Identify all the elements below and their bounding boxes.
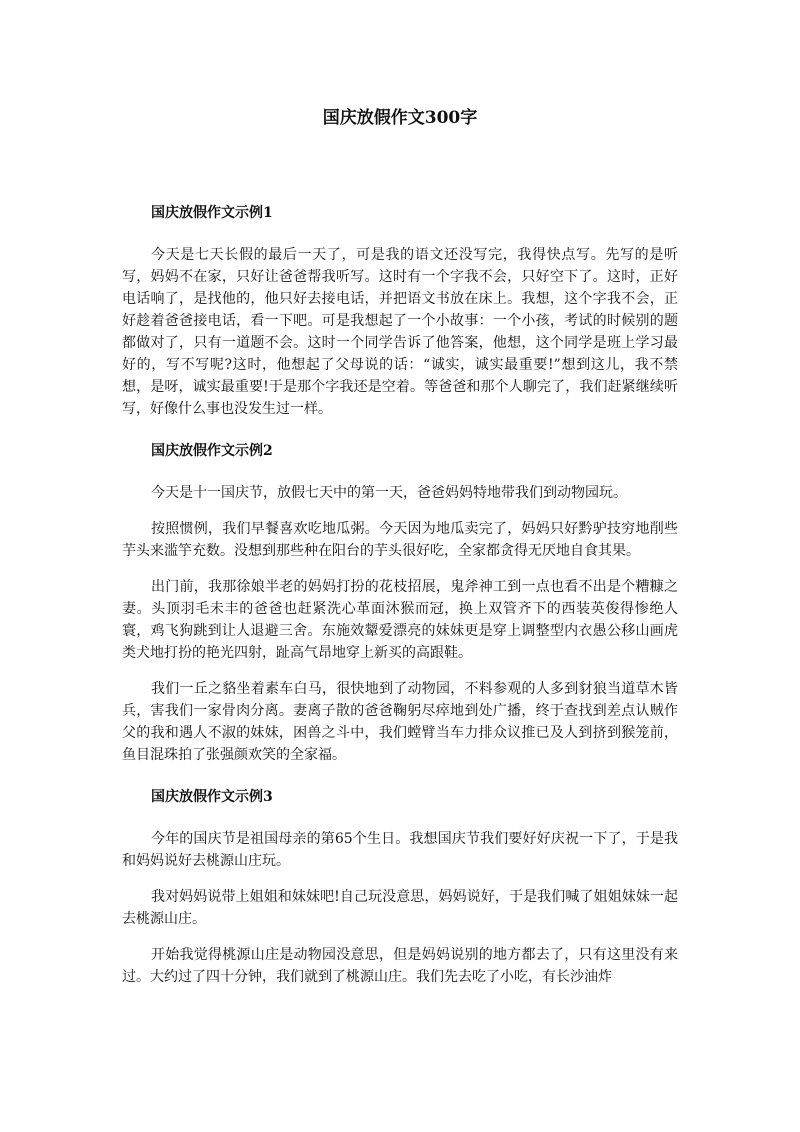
paragraph: 出门前，我那徐娘半老的妈妈打扮的花枝招展，鬼斧神工到一点也看不出是个糟糠之妻。头顶羽毛未丰的爸爸也赶紧洗心革面沐猴而冠，换上双管齐下的西装英俊得惨绝人寰，鸡飞狗跳到让人退避三舍。东施效颦爱漂亮的妹妹更是穿上调整型内衣愚公移山画虎类犬地打扮的艳光四射，趾高气昂地穿上新买的高跟鞋。 <box>122 579 678 661</box>
section-heading: 国庆放假作文示例2 <box>151 443 273 459</box>
paragraph: 我对妈妈说带上姐姐和妹妹吧!自己玩没意思，妈妈说好，于是我们喊了姐姐妹妹一起去桃源山庄。 <box>122 889 678 927</box>
section-heading: 国庆放假作文示例3 <box>151 789 273 805</box>
paragraph: 按照惯例，我们早餐喜欢吃地瓜粥。今天因为地瓜卖完了，妈妈只好黔驴技穷地削些芋头来滥竽充数。没想到那些种在阳台的芋头很好吃，全家都贪得无厌地自食其果。 <box>122 521 678 559</box>
section-heading: 国庆放假作文示例1 <box>151 205 273 221</box>
document-body <box>122 202 678 988</box>
paragraph: 今天是十一国庆节，放假七天中的第一天，爸爸妈妈特地带我们到动物园玩。 <box>151 485 627 501</box>
paragraph: 我们一丘之貉坐着素车白马，很快地到了动物园，不料参观的人多到豺狼当道草木皆兵，害我们一家骨肉分离。妻离子散的爸爸鞠躬尽瘁地到处广播，终于查找到差点认贼作父的我和遇人不淑的妹妹，困兽之斗中，我们螳臂当车力排众议推已及人到挤到猴笼前，鱼目混珠拍了张强颜欢笑的全家福。 <box>122 681 678 763</box>
paragraph: 开始我觉得桃源山庄是动物园没意思，但是妈妈说别的地方都去了，只有这里没有来过。大约过了四十分钟，我们就到了桃源山庄。我们先去吃了小吃，有长沙油炸 <box>122 947 678 985</box>
document-title: 国庆放假作文300字 <box>322 108 478 128</box>
paragraph: 今年的国庆节是祖国母亲的第65个生日。我想国庆节我们要好好庆祝一下了，于是我和妈妈说好去桃源山庄玩。 <box>122 831 678 869</box>
paragraph: 今天是七天长假的最后一天了，可是我的语文还没写完，我得快点写。先写的是听写，妈妈不在家，只好让爸爸帮我听写。这时有一个字我不会，只好空下了。这时，正好电话响了，是找他的，他只好去接电话，并把语文书放在床上。我想，这个字我不会，正好趁着爸爸接电话，看一下吧。可是我想起了一个小故事：一个小孩，考试的时候别的题都做对了，只有一道题不会。这时一个同学告诉了他答案，他想，这个同学是班上学习最好的，写不写呢?这时，他想起了父母说的话：“诚实，诚实最重要!”想到这儿，我不禁想，是呀，诚实最重要!于是那个字我还是空着。等爸爸和那个人聊完了，我们赶紧继续听写，好像什么事也没发生过一样。 <box>122 247 678 417</box>
section-1 <box>122 202 678 420</box>
section-3 <box>122 786 678 988</box>
section-2 <box>122 440 678 766</box>
